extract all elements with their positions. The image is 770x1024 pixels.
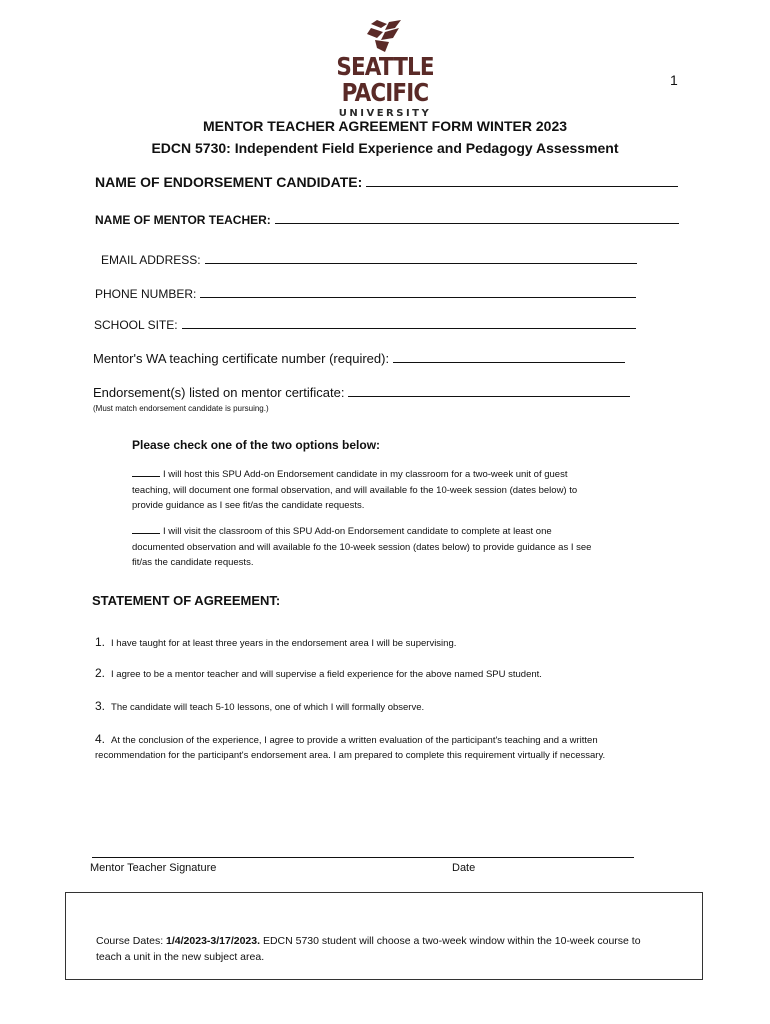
option-host — [132, 467, 592, 514]
endorsements-line[interactable] — [348, 386, 630, 397]
candidate-name-line[interactable] — [366, 176, 678, 187]
logo-subtitle: UNIVERSITY — [338, 108, 432, 119]
course-dates-range: 1/4/2023-3/17/2023. — [166, 935, 261, 947]
statement-number: 1. — [95, 635, 106, 649]
endorsements-label: Endorsement(s) listed on mentor certificate: — [93, 385, 345, 400]
mentor-name-field[interactable] — [95, 213, 679, 227]
form-title: MENTOR TEACHER AGREEMENT FORM WINTER 2023 — [202, 118, 568, 134]
statement-item — [95, 666, 675, 682]
statement-number: 2. — [95, 666, 106, 680]
option-visit — [132, 524, 592, 571]
logo-wordmark: SEATTLE PACIFIC — [336, 52, 434, 107]
page-number: 1 — [670, 72, 678, 88]
school-line[interactable] — [182, 318, 636, 329]
statement-item — [95, 635, 675, 651]
email-field[interactable] — [101, 253, 637, 267]
phone-label: PHONE NUMBER: — [95, 287, 197, 301]
statement-number: 3. — [95, 699, 106, 713]
option-host-text: I will host this SPU Add-on Endorsement candidate in my classroom for a two-week unit of guest teaching, will document one formal observation, and will available fo the 10-week session (dates below) to provide guidance as I see fit/as the candidate requests. — [132, 469, 578, 511]
course-dates-text — [96, 933, 666, 965]
school-field[interactable] — [94, 318, 636, 332]
option-host-checkbox[interactable] — [132, 468, 160, 477]
endorsement-note: (Must match endorsement candidate is pursuing.) — [93, 404, 269, 413]
statement-heading: STATEMENT OF AGREEMENT: — [92, 593, 281, 608]
school-label: SCHOOL SITE: — [94, 318, 178, 332]
course-dates-prefix: Course Dates: — [96, 935, 167, 947]
statement-item — [95, 699, 675, 715]
statement-text: I have taught for at least three years in the endorsement area I will be supervising. — [111, 638, 457, 649]
signature-line[interactable] — [92, 857, 634, 858]
mentor-name-line[interactable] — [275, 213, 679, 224]
option-visit-text: I will visit the classroom of this SPU Add-on Endorsement candidate to complete at least one documented observation and will available fo the 10-week session (dates below) to provide guidance as I see fit/as the candidate requests. — [132, 526, 592, 568]
certificate-label: Mentor's WA teaching certificate number (required): — [93, 351, 390, 366]
statement-text: At the conclusion of the experience, I agree to provide a written evaluation of the participant's teaching and a written recommendation for the participant's endorsement area. I am prepared to complete this requirement virtually if necessary. — [95, 735, 606, 761]
date-label: Date — [452, 862, 476, 874]
statement-text: The candidate will teach 5-10 lessons, one of which I will formally observe. — [111, 702, 425, 713]
candidate-name-label: NAME OF ENDORSEMENT CANDIDATE: — [95, 174, 363, 190]
certificate-field[interactable] — [93, 351, 625, 366]
option-visit-checkbox[interactable] — [132, 525, 160, 534]
signature-label: Mentor Teacher Signature — [90, 862, 217, 874]
phone-field[interactable] — [95, 287, 636, 301]
course-dates-description: EDCN 5730 student will choose a two-week window within the 10-week course to teach a unit in the new subject area. — [96, 935, 641, 963]
statement-item — [95, 732, 660, 763]
mentor-name-label: NAME OF MENTOR TEACHER: — [95, 213, 271, 227]
university-logo — [300, 18, 470, 119]
candidate-name-field[interactable] — [95, 174, 678, 190]
statement-text: I agree to be a mentor teacher and will supervise a field experience for the above named SPU student. — [111, 669, 542, 680]
course-dates-box — [65, 892, 703, 980]
statement-number: 4. — [95, 732, 106, 746]
email-line[interactable] — [205, 253, 637, 264]
options-heading: Please check one of the two options below: — [132, 438, 381, 452]
email-label: EMAIL ADDRESS: — [101, 253, 201, 267]
form-subtitle: EDCN 5730: Independent Field Experience and Pedagogy Assessment — [151, 140, 619, 156]
certificate-line[interactable] — [393, 352, 625, 363]
spu-emblem-icon — [363, 18, 407, 54]
phone-line[interactable] — [200, 287, 636, 298]
endorsements-field[interactable] — [93, 385, 630, 400]
